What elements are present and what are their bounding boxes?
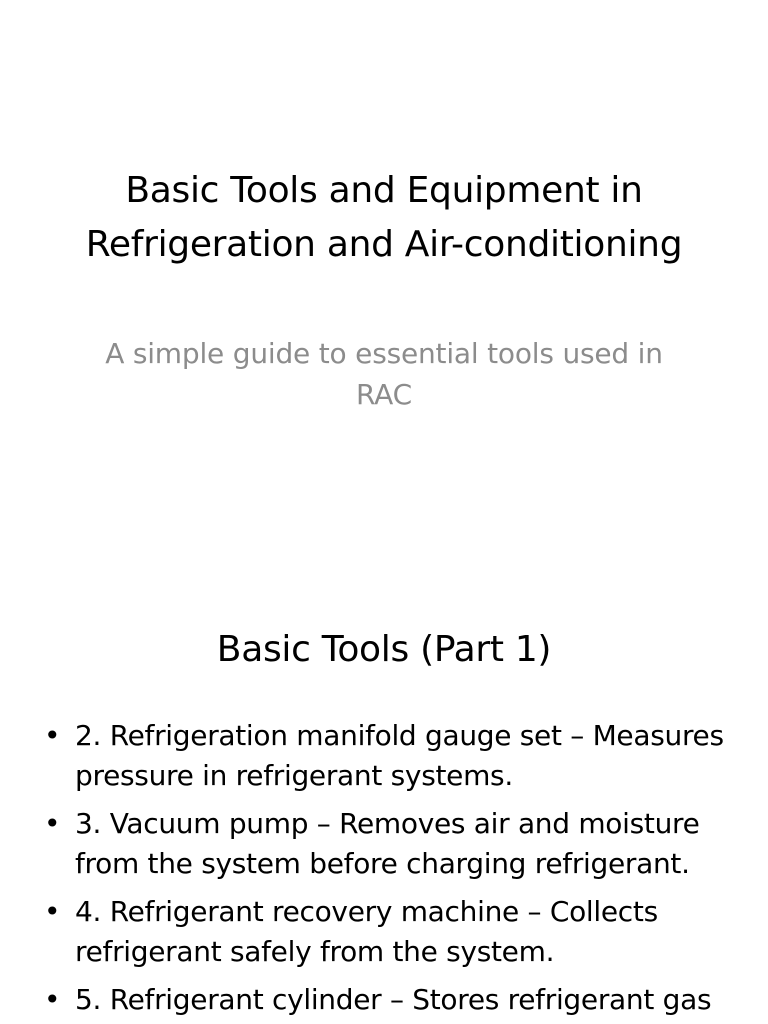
bullet-text: 4. Refrigerant recovery machine – Collects refrigerant safely from the system. <box>75 895 658 968</box>
bullet-item <box>40 716 730 796</box>
bullet-item <box>40 804 730 884</box>
slide-subtitle: A simple guide to essential tools used in RAC <box>105 337 663 411</box>
bullet-text: 5. Refrigerant cylinder – Stores refrigerant gas <box>75 983 712 1016</box>
bullet-item <box>40 980 730 1020</box>
bullet-icon: • <box>44 719 61 752</box>
slide-heading: Basic Tools (Part 1) <box>216 629 552 670</box>
bullet-text: 2. Refrigeration manifold gauge set – Measures pressure in refrigerant systems. <box>75 719 724 792</box>
bullet-item <box>40 892 730 972</box>
bullet-text: 3. Vacuum pump – Removes air and moisture from the system before charging refrigerant. <box>75 807 700 880</box>
bullet-icon: • <box>44 983 61 1016</box>
bullet-list <box>40 716 730 1024</box>
bullet-icon: • <box>44 807 61 840</box>
slide-title: Basic Tools and Equipment in Refrigeration and Air-conditioning <box>85 170 683 265</box>
content-slide <box>0 576 768 1024</box>
bullet-icon: • <box>44 895 61 928</box>
